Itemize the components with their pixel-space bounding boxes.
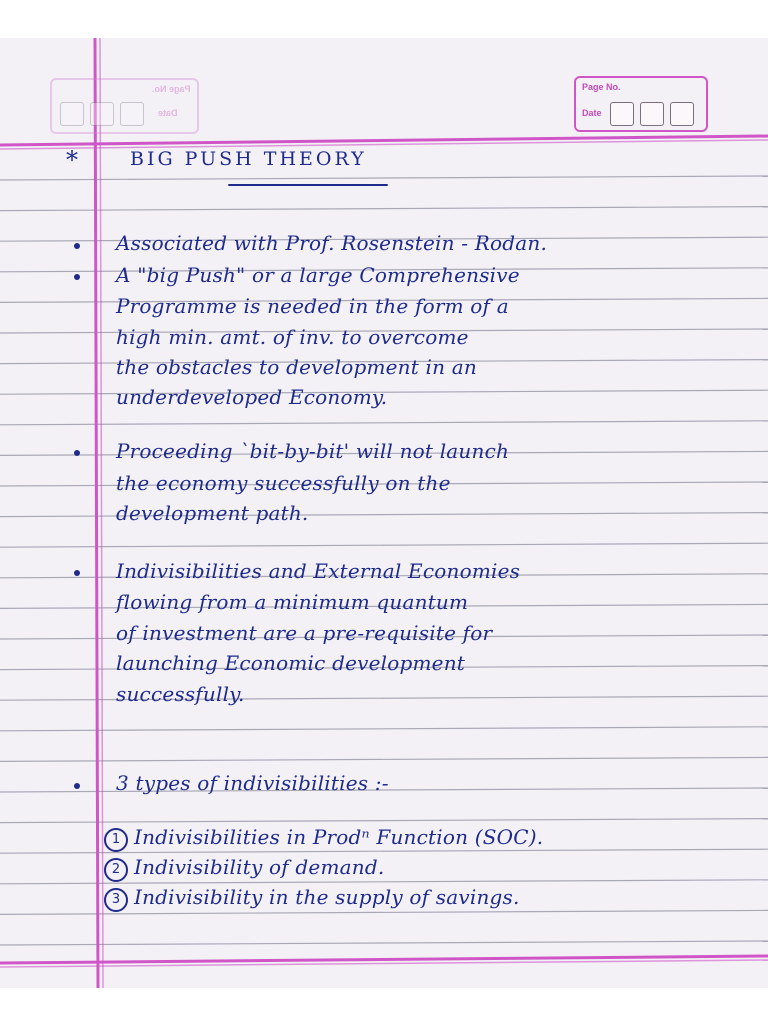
rule-line bbox=[0, 757, 768, 761]
note-line: Proceeding `bit-by-bit' will not launch bbox=[116, 439, 510, 463]
date-cell bbox=[640, 102, 664, 126]
note-line: launching Economic development bbox=[116, 651, 466, 675]
title-marker: * bbox=[66, 146, 79, 174]
note-line: flowing from a minimum quantum bbox=[116, 590, 469, 614]
note-line: high min. amt. of inv. to overcome bbox=[116, 325, 469, 349]
left-margin-line bbox=[100, 38, 103, 988]
note-line: successfully. bbox=[116, 682, 245, 706]
note-line: Indivisibilities and External Economies bbox=[116, 559, 521, 583]
note-line: of investment are a pre-requisite for bbox=[116, 621, 493, 645]
date-cell bbox=[670, 102, 694, 126]
mirrored-page-no-label: Page No. bbox=[152, 84, 191, 94]
note-line: underdeveloped Economy. bbox=[116, 385, 388, 409]
number-circle: 3 bbox=[104, 888, 128, 912]
top-margin-line bbox=[0, 136, 768, 145]
rule-line bbox=[0, 207, 768, 211]
title-underline bbox=[228, 184, 388, 186]
note-line: development path. bbox=[116, 501, 309, 525]
bullet bbox=[74, 570, 80, 576]
note-line: Programme is needed in the form of a bbox=[116, 294, 509, 318]
page-header-box bbox=[574, 76, 708, 132]
bullet bbox=[74, 274, 80, 280]
rule-line bbox=[0, 819, 768, 823]
left-margin-line bbox=[95, 38, 98, 988]
note-line: Associated with Prof. Rosenstein - Rodan. bbox=[116, 231, 548, 255]
rule-line bbox=[0, 176, 768, 180]
mirrored-date-cell bbox=[60, 102, 84, 126]
mirrored-date-label: Date bbox=[158, 108, 178, 118]
note-line: 3 types of indivisibilities :- bbox=[116, 771, 389, 795]
note-line: the obstacles to development in an bbox=[116, 355, 477, 379]
rule-line bbox=[0, 421, 768, 425]
rule-line bbox=[0, 727, 768, 731]
number-circle: 2 bbox=[104, 858, 128, 882]
mirrored-header-box bbox=[50, 78, 199, 134]
rule-line bbox=[0, 941, 768, 945]
type-line: Indivisibility of demand. bbox=[134, 855, 385, 879]
date-cell bbox=[610, 102, 634, 126]
number-circle: 1 bbox=[104, 828, 128, 852]
page-title: BIG PUSH THEORY bbox=[130, 148, 367, 170]
type-line: Indivisibilities in Prodⁿ Function (SOC). bbox=[134, 825, 544, 849]
bottom-margin-line bbox=[0, 956, 768, 963]
rule-line bbox=[0, 543, 768, 547]
page-no-label: Page No. bbox=[582, 82, 621, 92]
bullet bbox=[74, 783, 80, 789]
note-line: A "big Push" or a large Comprehensive bbox=[116, 263, 520, 287]
mirrored-date-cell bbox=[120, 102, 144, 126]
mirrored-date-cell bbox=[90, 102, 114, 126]
bullet bbox=[74, 243, 80, 249]
bullet bbox=[74, 450, 80, 456]
type-line: Indivisibility in the supply of savings. bbox=[134, 885, 520, 909]
notebook-page bbox=[0, 38, 768, 988]
note-line: the economy successfully on the bbox=[116, 471, 451, 495]
date-label: Date bbox=[582, 108, 602, 118]
